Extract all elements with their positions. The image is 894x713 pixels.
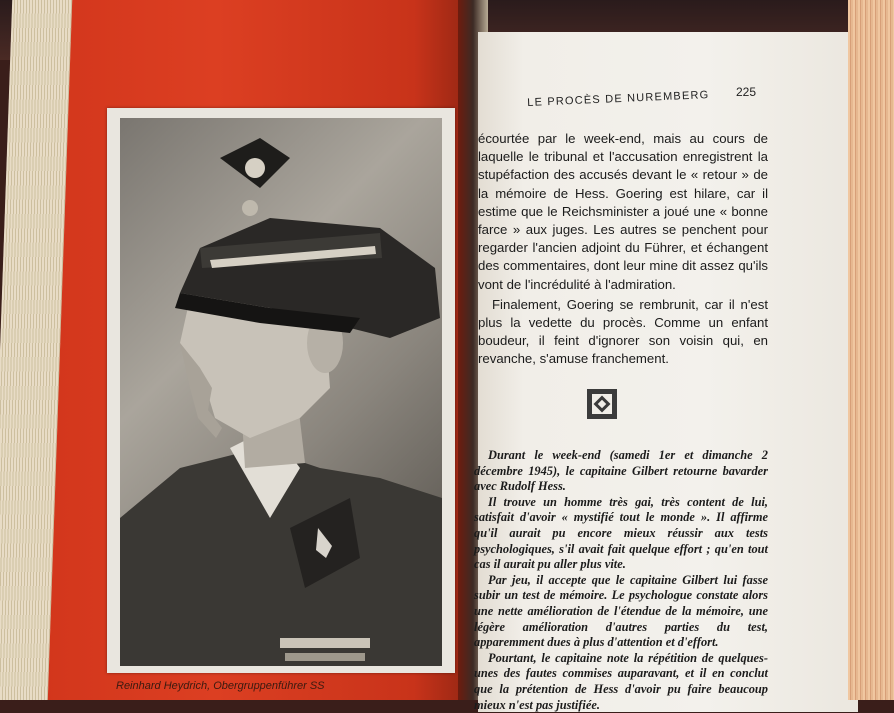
body-text: [478, 130, 768, 369]
italic-paragraph: Par jeu, il accepte que le capitaine Gilbert lui fasse subir un test de mémoire. Le psychologue constate alors une nette amélioration de l'étendue de la mémoire, une légère amélioration d'autres parties du test, apparemment dues à plus d'attention et d'effort.: [474, 572, 768, 650]
italic-text: [474, 448, 768, 713]
body-paragraph: écourtée par le week-end, mais au cours de laquelle le tribunal et l'accusation enregistrent la stupéfaction des accusés devant le « retour » de la mémoire de Hess. Goering est hilare, car il estime que le Reichsminister a joué une « bonne farce » aux juges. Les autres se penchent pour regarder l'ancien adjoint du Führer, et échangent des commentaires, dont leur mine dit assez qu'ils vont de l'incrédulité à l'admiration.: [478, 131, 768, 292]
running-head: LE PROCÈS DE NUREMBERG: [527, 89, 710, 109]
portrait-photo: [120, 118, 442, 666]
italic-paragraph: Durant le week-end (samedi 1er et dimanche 2 décembre 1945), le capitaine Gilbert retourne bavarder avec Rudolf Hess.: [474, 448, 768, 494]
section-ornament-icon: [587, 389, 617, 419]
photo-caption: Reinhard Heydrich, Obergruppenführer SS: [116, 680, 325, 692]
italic-paragraph: Pourtant, le capitaine note la répétition de quelques-unes des fautes commises auparavant, et il en conclut que la prétention de Hess d'avoir pu faire beaucoup mieux n'est pas justifiée.: [474, 650, 768, 712]
page-number: 225: [736, 85, 757, 99]
italic-paragraph: Il trouve un homme très gai, très content de lui, satisfait d'avoir « mystifié tout le monde ». Il affirme qu'il aurait pu encore mieux réussir aux tests psychologiques, s'il avait fait quelque effort ; qu'en tout cas il aurait pu aller plus vite.: [474, 494, 768, 572]
body-paragraph: Finalement, Goering se rembrunit, car il n'est plus la vedette du procès. Comme un enfant boudeur, il feint d'ignorer son voisin qui, en revanche, s'amuse franchement.: [478, 296, 768, 367]
right-page-edges: [848, 0, 894, 700]
